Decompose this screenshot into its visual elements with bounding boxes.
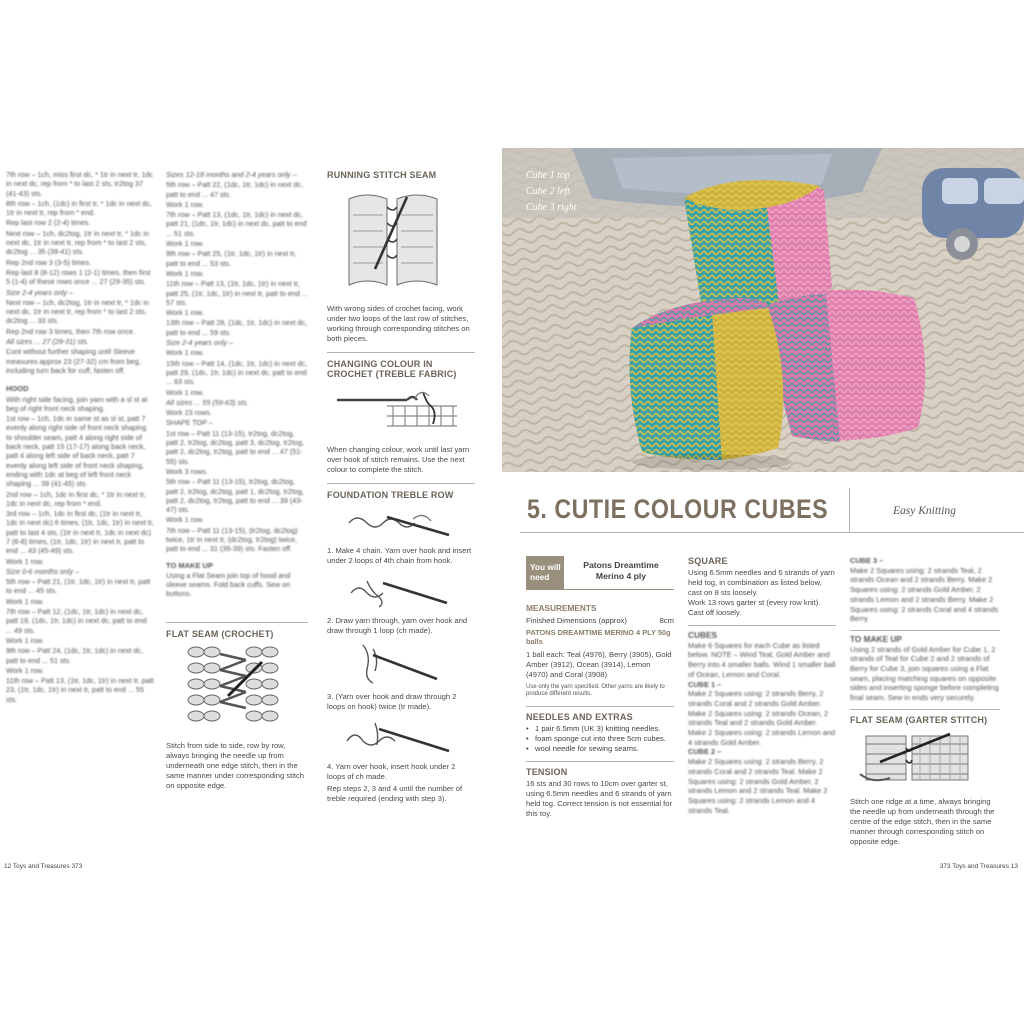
- photo-caption-cube-1: Cube 1 top: [526, 170, 570, 181]
- finished-dimensions-row: [526, 616, 674, 626]
- running-stitch-seam-title: RUNNING STITCH SEAM: [327, 170, 437, 180]
- paragraph: Next row – 1ch, dc2tog, 1tr in next tr, * 1dc in next dc, 1tr in next tr, rep from * to last 2 sts, dc2tog ... 35 (39-41) sts.: [6, 228, 150, 257]
- paragraph: 3rd row – 1ch, 1dc in first dc, (1tr in next tr, 1dc in next dc) 6 times, (1tr, 1dc, 1tr) in next tr, patt to last 4 sts, (1tr in next tr, 1dc in next dc) 7 (6-8) times, (1tr, 1dc, 1tr) in next tr, patt to end ... 43 (45-49) sts.: [6, 509, 154, 556]
- paragraph: 8th row – 1ch, (1dc) in first tr, * 1dc in next dc, 1tr in next tr, rep from * end.: [6, 198, 152, 218]
- cube-1-text: Make 2 Squares using: 2 strands Berry, 2 strands Coral and 2 strands Gold Amber. Make 2 Squares using: 2 strands Ocean, 2 strands Teal and 2 strands Gold Amber. Make 2 Squares using: 2 strands Lemon and 4 strands Gold Amber.: [688, 689, 836, 747]
- foundation-step-3: 3. (Yarn over hook and draw through 2 loops on hook) twice (tr made).: [327, 692, 457, 711]
- yarn-balls: 1 ball each: Teal (4976), Berry (3905), Gold Amber (3912), Ocean (3914), Lemon (4970) and Coral (3908): [526, 650, 672, 679]
- paragraph: Rep 2nd row 3 (3-5) times.: [6, 257, 92, 267]
- you-will-need-underline: [564, 589, 674, 590]
- paragraph: 9th row – Patt 24, (1dc, 1tr, 1dc) in next dc, patt to end ... 51 sts.: [6, 646, 144, 665]
- paragraph: 7th row – Patt 11 (13-15), (tr2tog, dc2tog) twice, 1tr in next tr, (dc2tog, tr2tog) twice, patt to end ... 31 (35-39) sts. Fasten off.: [166, 525, 298, 554]
- section-heading-to-make-up: TO MAKE UP: [166, 560, 213, 570]
- paragraph: All sizes ... 55 (59-63) sts.: [166, 397, 249, 407]
- cubes-photo: [502, 148, 1024, 472]
- title-divider: [849, 488, 850, 532]
- paragraph: Work 1 row.: [166, 348, 204, 358]
- paragraph: Rep 2nd row 3 times, then 7th row once.: [6, 326, 136, 336]
- cube-1-heading: CUBE 1 –: [688, 679, 722, 689]
- garter-seam-caption: Stitch one ridge at a time, always bringing the needle up from underneath through the centre of the edge stitch, then in the same manner through corresponding stitch on opposite edge.: [850, 796, 995, 846]
- square-text-3: Cast off loosely.: [688, 608, 742, 617]
- cubes-heading: CUBES: [688, 630, 718, 640]
- paragraph: 2nd row – 1ch, 1dc in first dc, * 1tr in next tr, 1dc in next dc, rep from * end.: [6, 489, 146, 508]
- pattern-column-2: [166, 170, 308, 600]
- title-rule: [520, 532, 1024, 533]
- section-heading-hood: HOOD: [6, 384, 29, 394]
- paragraph: Work 1 row.: [6, 665, 44, 675]
- cubes-text: Make 6 Squares for each Cube as listed below. NOTE – Wind Teal, Gold Amber and Berry into 4 smaller balls. Wind 1 smaller ball of Ocean, Lemon and Coral.: [688, 640, 836, 679]
- paragraph: 1st row – 1ch, 1dc in same st as sl st, patt 7 evenly along right side of front neck shaping to shoulder seam, patt 4 along right side of back neck, patt 15 (17-17) along back neck, patt 4 along left side of back neck, patt 7 evenly along left side of front neck shaping, ending with 1dc at beg of left front neck shaping ... 39 (41-45) sts.: [6, 414, 147, 489]
- paragraph: Using a Flat Seam join top of hood and sleeve seams. Fold back cuffs. Sew on buttons.: [166, 570, 291, 599]
- tension-heading: TENSION: [526, 766, 568, 777]
- to-make-up-instructions: [850, 635, 1000, 703]
- paragraph: 5th row – Patt 22, (1dc, 1tr, 1dc) in next dc, patt to end ... 47 sts.: [166, 180, 304, 199]
- tension-text: 16 sts and 30 rows to 10cm over garter st, using 6.5mm needles and 6 strands of yarn held tog. Correct tension is not essential for this toy.: [526, 778, 673, 818]
- needles-list: [526, 724, 674, 754]
- paragraph: Next row – 1ch, dc2tog, 1tr in next tr, * 1dc in next dc, 1tr in next tr, rep from * to last 2 sts, dc2tog ... 33 sts.: [6, 297, 150, 326]
- flat-seam-crochet-section: [166, 622, 308, 791]
- changing-colour-title: CHANGING COLOUR IN CROCHET (TREBLE FABRIC): [327, 359, 457, 379]
- foundation-step-4-diagram: [327, 715, 467, 755]
- paragraph: Work 1 row.: [6, 556, 44, 566]
- paragraph: Work 1 row.: [166, 387, 204, 397]
- foundation-treble-row-title: FOUNDATION TREBLE ROW: [327, 490, 454, 500]
- needles-item: • 1 pair 6.5mm (UK 3) knitting needles.: [526, 724, 674, 734]
- to-make-up-text: Using 2 strands of Gold Amber for Cube 1, 2 strands of Teal for Cube 2 and 2 strands of Berry for Cube 3, join squares using a Flat seam, placing matching squares on opposite sides and inserting sponge before completing final seam. Sew in ends very securely.: [850, 644, 999, 703]
- needles-item: • wool needle for sewing seams.: [526, 744, 674, 754]
- size-note: Size 2-4 years only –: [166, 338, 234, 348]
- paragraph: 7th row – Patt 12, (1dc, 1tr, 1dc) in next dc, patt 19, (1dc, 1tr, 1dc) in next dc, patt to end ... 49 sts.: [6, 607, 147, 635]
- cubes-instructions: [688, 631, 836, 815]
- paragraph: 11th row – Patt 13, (1tr, 1dc, 1tr) in next tr, patt 23, (1tr, 1dc, 1tr) in next tr, patt to end ... 55 sts.: [6, 676, 154, 704]
- paragraph: Work 1 row.: [166, 199, 204, 209]
- footer-left: 12 Toys and Treasures 373: [4, 863, 83, 870]
- finished-dimensions-value: 8cm: [659, 616, 674, 625]
- changing-colour-diagram: [327, 384, 467, 434]
- paragraph: Work 1 row.: [166, 515, 204, 525]
- needles-heading: NEEDLES AND EXTRAS: [526, 711, 633, 722]
- yarn-brand: Patons Dreamtime Merino 4 ply: [583, 560, 659, 581]
- square-text: Using 6.5mm needles and 6 strands of yarn held tog, in combination as listed below, cast on 8 sts loosely.: [688, 568, 835, 597]
- cube-3-instructions: [850, 556, 1000, 624]
- square-column: [688, 556, 836, 815]
- square-heading: SQUARE: [688, 556, 728, 566]
- paragraph: 1st row – Patt 11 (13-15), tr2tog, dc2tog, patt 2, tr2tog, dc2tog, patt 3, dc2tog, tr2tog, patt 2, dc2tog, tr2tog, patt to end ... 47 (51-55) sts.: [166, 428, 304, 466]
- yarn-heading: PATONS DREAMTIME MERINO 4 PLY 50g balls: [526, 628, 671, 646]
- foundation-step-2-diagram: [327, 569, 467, 609]
- changing-colour-caption: When changing colour, work until last yarn over hook of stitch remains. Use the next colour to complete the stitch.: [327, 445, 470, 474]
- cube-2-text: Make 2 Squares using: 2 strands Berry, 2 strands Coral and 2 strands Teal. Make 2 Squares using: 2 strands Gold Amber, 2 strands Lemon and 2 strands Teal. Make 2 Squares using: 2 strands Lemon and 4 strands Teal.: [688, 757, 828, 815]
- photo-caption-cube-3: Cube 3 right: [526, 202, 577, 213]
- cube-3-heading: CUBE 3 –: [850, 556, 884, 565]
- size-note: Sizes 12-18 months and 2-4 years only –: [166, 170, 297, 179]
- pattern-title: 5. CUTIE COLOUR CUBES: [527, 494, 829, 524]
- paragraph: Rep last 8 (8-12) rows 1 (2-1) times, then first 5 (1-4) of these rows once ... 27 (29-35) sts.: [6, 267, 151, 287]
- square-text-2: Work 13 rows garter st (every row knit).: [688, 598, 821, 607]
- difficulty-label: Easy Knitting: [893, 505, 956, 517]
- flat-seam-crochet-title: FLAT SEAM (CROCHET): [166, 629, 274, 639]
- running-stitch-seam-caption: With wrong sides of crochet facing, work under two loops of the last row of stitches, working through corresponding stitches on both pieces.: [327, 304, 470, 343]
- section-heading-shape-top: SHAPE TOP –: [166, 418, 213, 428]
- cube-3-text: Make 2 Squares using: 2 strands Teal, 2 strands Ocean and 2 strands Berry. Make 2 Squares using: 2 strands Gold Amber, 2 strands Lemon and 2 strands Berry. Make 2 Squares using: 2 strands Coral and 4 strands Berry.: [850, 565, 999, 624]
- cube-2-heading: CUBE 2 –: [688, 747, 722, 757]
- paragraph: Rep last row 2 (2-4) times.: [6, 218, 91, 228]
- running-stitch-seam-diagram: [327, 185, 467, 291]
- cubes-photo-image: [502, 148, 1024, 472]
- paragraph: 7th row – 1ch, miss first dc, * 1tr in next tr, 1dc in next dc, rep from * to last 2 sts, tr2tog 37 (41-43) sts.: [6, 170, 153, 198]
- paragraph: Work 1 row.: [166, 239, 204, 249]
- materials-column: [526, 601, 674, 819]
- yarn-note: Use only the yarn specified. Other yarns are likely to produce different results.: [526, 684, 665, 698]
- to-make-up-heading: TO MAKE UP: [850, 633, 902, 644]
- flat-seam-crochet-caption: Stitch from side to side, row by row, always bringing the needle up from underneath one edge stitch, then in the same manner under corresponding stitch on opposite edge.: [166, 741, 305, 790]
- paragraph: Work 1 row.: [6, 596, 44, 606]
- finished-dimensions-label: Finished Dimensions (approx): [526, 616, 627, 625]
- size-note: Size 0-6 months only –: [6, 566, 80, 576]
- paragraph: Work 1 row.: [166, 268, 204, 278]
- paragraph: 11th row – Patt 13, (1tr, 1dc, 1tr) in next tr, patt 25, (1tr, 1dc, 1tr) in next tr, patt to end ... 57 sts.: [166, 279, 308, 307]
- paragraph: All sizes ... 27 (29-31) sts.: [6, 337, 89, 347]
- pattern-column-1: [6, 170, 154, 705]
- paragraph: 7th row – Patt 13, (1dc, 1tr, 1dc) in next dc, patt 21, (1dc, 1tr, 1dc) in next dc, patt to end ... 51 sts.: [166, 210, 307, 238]
- paragraph: 15th row – Patt 14, (1dc, 1tr, 1dc) in next dc, patt 29, (1dc, 1tr, 1dc) in next dc, patt to end ... 63 sts.: [166, 358, 308, 387]
- flat-seam-crochet-diagram: [184, 644, 284, 730]
- paragraph: With right side facing, join yarn with a sl st at beg of right front neck shaping.: [6, 394, 148, 413]
- you-will-need-box: [526, 556, 674, 590]
- paragraph: 5th row – Patt 11 (13-15), tr2tog, dc2tog, patt 2, tr2tog, dc2tog, patt 1, dc2tog, tr2tog, patt 2, dc2tog, tr2tog, patt to end ... 39 (43-47) sts.: [166, 477, 304, 515]
- foundation-step-1-diagram: [327, 505, 467, 539]
- paragraph: Work 3 rows.: [166, 466, 208, 476]
- paragraph: Cont without further shaping until Sleeve measures approx 23 (27-32) cm from beg, including turn back for cuff, fasten off.: [6, 347, 141, 375]
- techniques-column: [327, 170, 475, 804]
- photo-caption-cube-2: Cube 2 left: [526, 186, 570, 197]
- you-will-need-tab: You will need: [526, 556, 564, 590]
- make-up-column: [850, 556, 1000, 847]
- foundation-repeat-note: Rep steps 2, 3 and 4 until the number of treble required (ending with step 3).: [327, 784, 463, 803]
- needles-item: • foam sponge cut into three 5cm cubes.: [526, 734, 674, 744]
- foundation-step-3-diagram: [327, 639, 467, 685]
- measurements-heading: MEASUREMENTS: [526, 603, 597, 613]
- paragraph: 5th row – Patt 21, (1tr, 1dc, 1tr) in next tr, patt to end ... 45 sts.: [6, 577, 151, 596]
- garter-seam-heading: FLAT SEAM (GARTER STITCH): [850, 714, 988, 725]
- paragraph: Work 1 row.: [6, 635, 44, 645]
- garter-seam-diagram: [850, 730, 990, 786]
- paragraph: Work 23 rows.: [166, 408, 212, 418]
- paragraph: 13th row – Patt 28, (1dc, 1tr, 1dc) in next dc, patt to end ... 59 sts.: [166, 318, 308, 337]
- paragraph: 9th row – Patt 25, (1tr, 1dc, 1tr) in next tr, patt to end ... 53 sts.: [166, 249, 297, 268]
- paragraph: Work 1 row.: [166, 308, 204, 318]
- foundation-step-1: 1. Make 4 chain. Yarn over hook and insert under 2 loops of 4th chain from hook.: [327, 546, 472, 565]
- size-note: Size 2-4 years only –: [6, 287, 74, 297]
- foundation-step-2: 2. Draw yarn through, yarn over hook and draw through 1 loop (ch made).: [327, 616, 468, 635]
- foundation-step-4: 4. Yarn over hook, insert hook under 2 loops of ch made.: [327, 762, 456, 781]
- footer-right: 373 Toys and Treasures 13: [939, 863, 1018, 870]
